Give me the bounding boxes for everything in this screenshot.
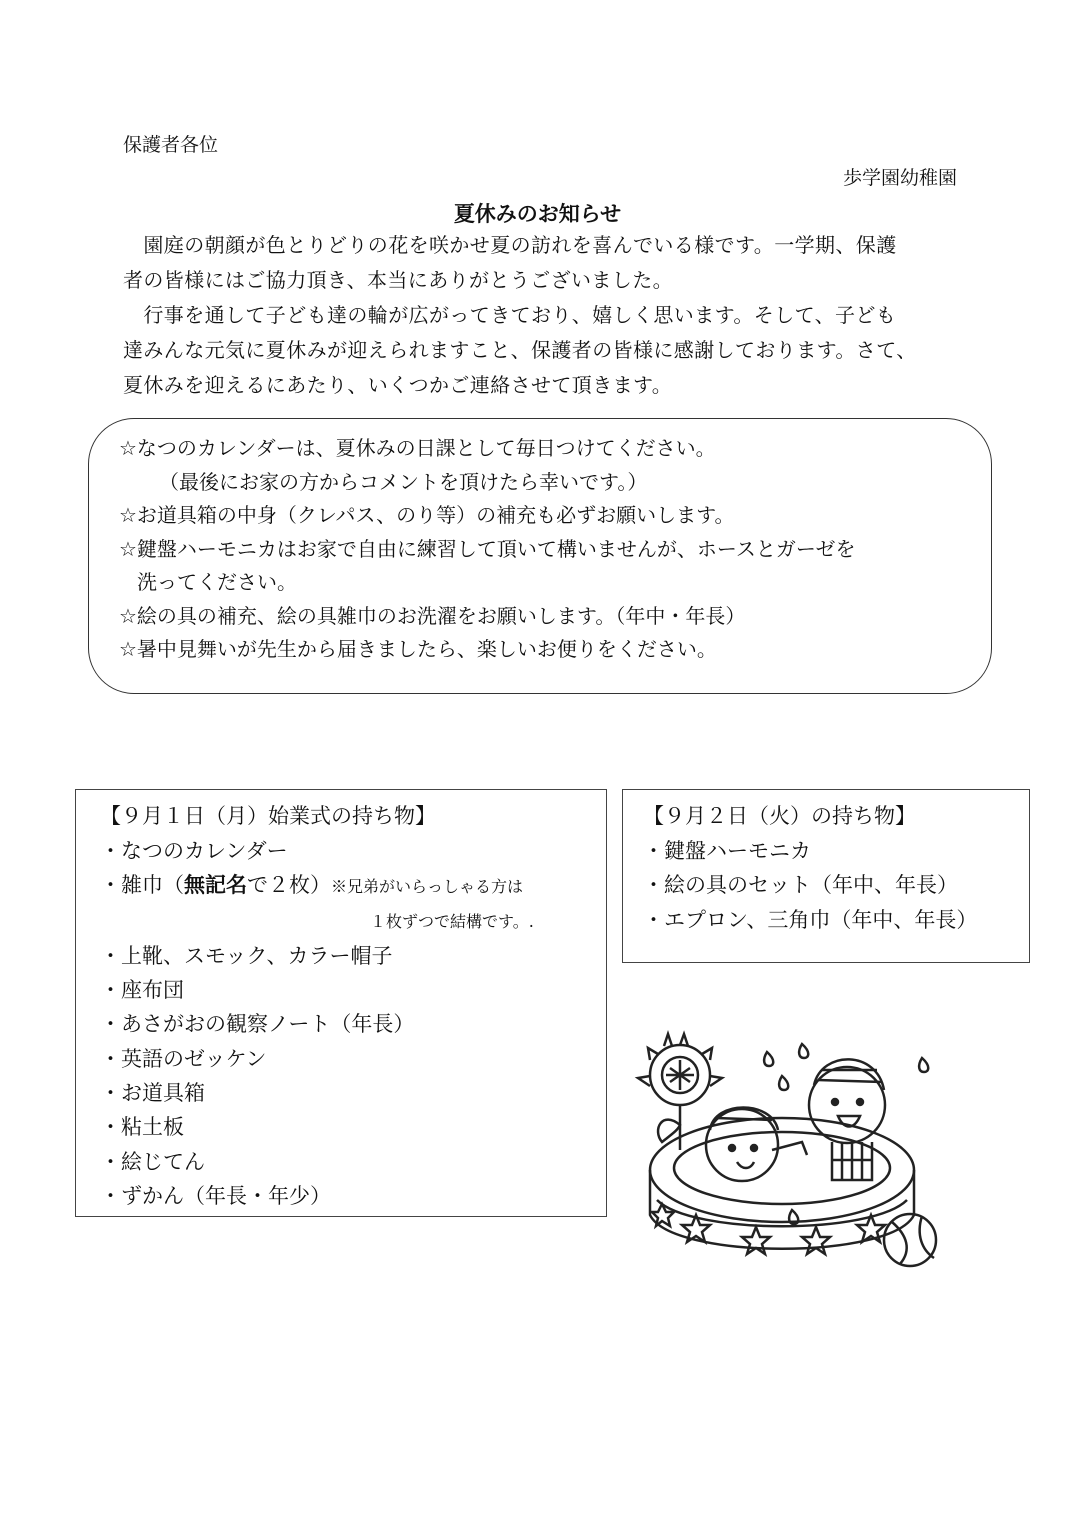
list-item: ・英語のゼッケン xyxy=(100,1046,267,1071)
list-item: ・あさがおの観察ノート（年長） xyxy=(100,1012,415,1037)
list-item: ・絵の具のセット（年中、年長） xyxy=(643,873,958,898)
rag-note: ※兄弟がいらっしゃる方は xyxy=(331,877,524,897)
sept2-list xyxy=(643,834,1029,937)
list-item: ・ずかん（年長・年少） xyxy=(100,1183,331,1208)
intro-line: 行事を通して子ども達の輪が広がってきており、嬉しく思います。そして、子ども xyxy=(123,303,897,327)
list-item: ・なつのカレンダー xyxy=(100,839,288,863)
rag-text-bold: 無記名 xyxy=(184,873,247,898)
list-item: ・上靴、スモック、カラー帽子 xyxy=(100,943,393,968)
list-item: ・エプロン、三角巾（年中、年長） xyxy=(643,907,978,932)
rag-text-pre: ・雑巾（ xyxy=(100,873,184,898)
intro-paragraph xyxy=(123,228,968,403)
pool-icon xyxy=(650,1118,914,1254)
intro-line: 達みんな元気に夏休みが迎えられますこと、保護者の皆様に感謝しております。さて、 xyxy=(123,338,917,362)
notice-postcard: ☆暑中見舞いが先生から届きましたら、楽しいお便りをください。 xyxy=(119,637,717,661)
rag-text-post: で２枚） xyxy=(247,873,331,898)
rag-note-2: １枚ずつで結構です。. xyxy=(370,911,534,931)
sept2-heading: 【９月２日（火）の持ち物】 xyxy=(643,804,916,828)
sept2-items-box xyxy=(622,789,1030,963)
list-item-rag xyxy=(100,868,606,904)
list-item: ・お道具箱 xyxy=(100,1081,205,1106)
list-item: ・鍵盤ハーモニカ xyxy=(643,839,811,863)
intro-line: 園庭の朝顔が色とりどりの花を咲かせ夏の訪れを喜んでいる様です。一学期、保護 xyxy=(123,233,897,257)
notice-harmonica: ☆鍵盤ハーモニカはお家で自由に練習して頂いて構いませんが、ホースとガーゼを xyxy=(119,536,856,561)
notice-title: 夏休みのお知らせ xyxy=(453,202,622,226)
intro-line: 者の皆様にはご協力頂き、本当にありがとうございました。 xyxy=(123,268,673,292)
list-item: ・絵じてん xyxy=(100,1149,205,1174)
addressee: 保護者各位 xyxy=(123,134,219,156)
sept1-items-box xyxy=(75,789,607,1217)
list-item: ・粘土板 xyxy=(100,1115,184,1140)
summer-notice-box xyxy=(88,418,992,694)
notice-calendar: ☆なつのカレンダーは、夏休みの日課として毎日つけてください。 xyxy=(119,436,716,460)
notice-calendar-note: （最後にお家の方からコメントを頂けたら幸いです。） xyxy=(159,469,648,494)
sender-name: 歩学園幼稚園 xyxy=(842,167,957,189)
kids-pool-illustration xyxy=(632,1030,952,1280)
intro-line: 夏休みを迎えるにあたり、いくつかご連絡させて頂きます。 xyxy=(123,373,673,397)
list-item: ・座布団 xyxy=(100,978,184,1003)
sept1-heading: 【９月１日（月）始業式の持ち物】 xyxy=(100,804,436,828)
notice-harmonica-cont: 洗ってください。 xyxy=(137,570,297,594)
notice-tools: ☆お道具箱の中身（クレパス、のり等）の補充も必ずお願いします。 xyxy=(119,503,735,527)
notice-paint: ☆絵の具の補充、絵の具雑巾のお洗濯をお願いします。（年中・年長） xyxy=(119,603,746,628)
sept1-list xyxy=(100,834,606,1213)
